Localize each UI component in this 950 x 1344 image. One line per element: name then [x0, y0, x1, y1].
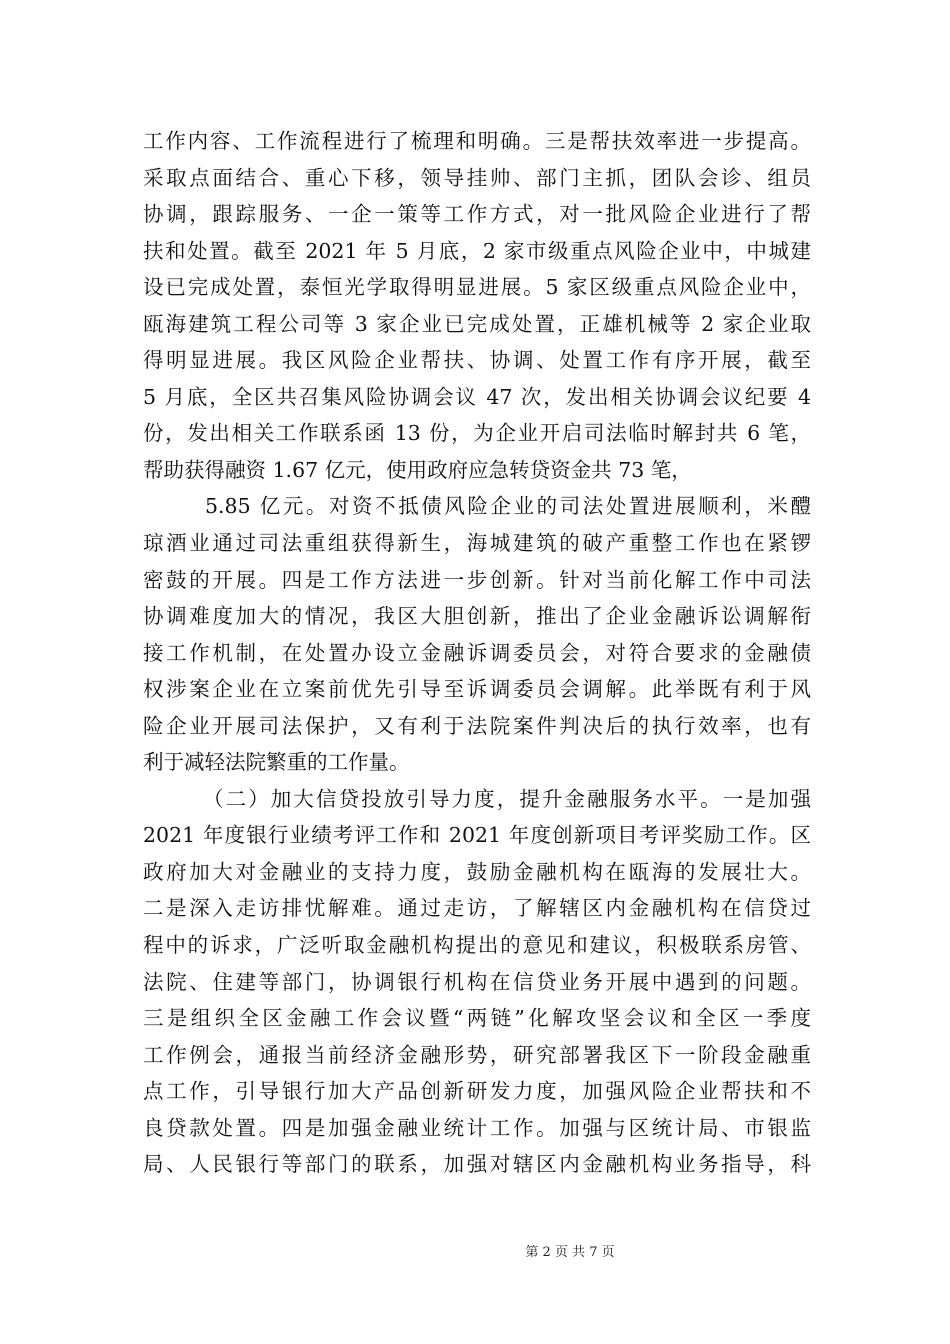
page-number-footer: 第 2 页 共 7 页: [525, 1245, 615, 1260]
text-line: 密鼓的开展。四是工作方法进一步创新。针对当前化解工作中司法: [143, 567, 811, 592]
text-line: 5 月底，全区共召集风险协调会议 47 次，发出相关协调会议纪要 4: [143, 384, 811, 409]
body-text: [143, 123, 811, 1183]
text-line: 采取点面结合、重心下移，领导挂帅、部门主抓，团队会诊、组员: [143, 165, 811, 190]
section-heading-line: （二）加大信贷投放引导力度，提升金融服务水平。一是加强: [203, 786, 811, 811]
text-line: 良贷款处置。四是加强金融业统计工作。加强与区统计局、市银监: [143, 1115, 811, 1140]
text-line: 险企业开展司法保护，又有利于法院案件判决后的执行效率，也有: [143, 713, 811, 738]
text-line: 瓯海建筑工程公司等 3 家企业已完成处置，正雄机械等 2 家企业取: [143, 311, 811, 336]
text-line: 份，发出相关工作联系函 13 份，为企业开启司法临时解封共 6 笔，: [143, 421, 811, 446]
text-line: 2021 年度银行业绩考评工作和 2021 年度创新项目考评奖励工作。区: [143, 823, 811, 848]
text-line: 协调，跟踪服务、一企一策等工作方式，对一批风险企业进行了帮: [143, 202, 811, 227]
text-line: 利于减轻法院繁重的工作量。: [143, 750, 410, 775]
text-line: 三是组织全区金融工作会议暨“两链”化解攻坚会议和全区一季度: [143, 1006, 811, 1031]
text-line: 工作例会，通报当前经济金融形势，研究部署我区下一阶段金融重: [143, 1042, 811, 1067]
text-line: 得明显进展。我区风险企业帮扶、协调、处置工作有序开展，截至: [143, 348, 811, 373]
text-line: 琼酒业通过司法重组获得新生，海城建筑的破产重整工作也在紧锣: [143, 531, 811, 556]
text-line: 扶和处置。截至 2021 年 5 月底，2 家市级重点风险企业中，中城建: [143, 238, 811, 263]
text-line: 设已完成处置，泰恒光学取得明显进展。5 家区级重点风险企业中，: [143, 275, 811, 300]
text-line: 帮助获得融资 1.67 亿元，使用政府应急转贷资金共 73 笔，: [143, 457, 692, 482]
text-line: 接工作机制，在处置办设立金融诉调委员会，对符合要求的金融债: [143, 640, 811, 665]
text-line: 局、人民银行等部门的联系，加强对辖区内金融机构业务指导，科: [143, 1152, 811, 1177]
text-line: 5.85 亿元。对资不抵债风险企业的司法处置进展顺利，米醴: [205, 494, 811, 519]
text-line: 二是深入走访排忧解难。通过走访，了解辖区内金融机构在信贷过: [143, 896, 811, 921]
text-line: 权涉案企业在立案前优先引导至诉调委员会调解。此举既有利于风: [143, 677, 811, 702]
text-line: 点工作，引导银行加大产品创新研发力度，加强风险企业帮扶和不: [143, 1079, 811, 1104]
text-line: 工作内容、工作流程进行了梳理和明确。三是帮扶效率进一步提高。: [143, 129, 811, 153]
text-line: 法院、住建等部门，协调银行机构在信贷业务开展中遇到的问题。: [143, 969, 811, 994]
text-line: 政府加大对金融业的支持力度，鼓励金融机构在瓯海的发展壮大。: [143, 859, 811, 884]
text-line: 程中的诉求，广泛听取金融机构提出的意见和建议，积极联系房管、: [143, 933, 811, 958]
text-line: 协调难度加大的情况，我区大胆创新，推出了企业金融诉讼调解衔: [143, 604, 811, 629]
